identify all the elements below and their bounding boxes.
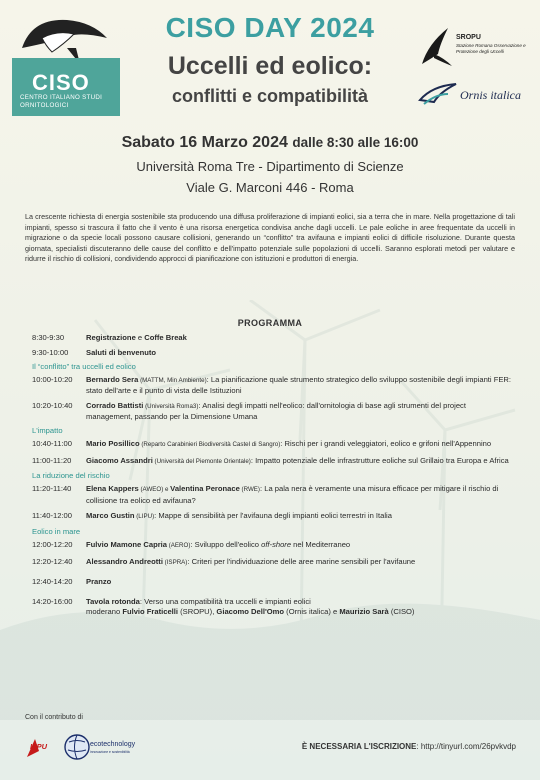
item-time: 8:30-9:30 [32, 333, 65, 342]
event-subtitle-2: conflitti e compatibilità [171, 86, 368, 106]
section-heading: L'impatto [32, 426, 63, 436]
ecotechnology-name: ecotechnology [90, 741, 136, 748]
program-item [32, 401, 512, 423]
sponsors-label: Con il contributo di [25, 714, 83, 721]
ecotechnology-tagline: innovazione e sostenibilità [90, 750, 130, 754]
intro-paragraph: La crescente richiesta di energia sostenibile sta producendo una diffusa proliferazione di impianti eolici, sia a terra che in mare. Nella progettazione di tali impianti, spesso si trascura il fatto che il vento è una risorsa energetica condivisa anche dagli uccelli. Le pale eoliche in aree frequentate da uccelli in migrazione o da specie locali possono causare collisioni, generando un “conflitto” tra avifauna e impianti eolici di difficile risoluzione. Durante questa giornata, specialisti discuteranno delle cause del conflitto e dell'impatto potenziale sulle popolazioni di uccelli. Saranno esplorati metodi per valutare e ridurre il rischio di collisioni, condividendo approcci di pianificazione con istituzioni e produttori di energia. [25, 212, 515, 264]
lipu-logo [25, 737, 59, 759]
event-datetime [0, 134, 540, 152]
item-content: Tavola rotonda: Verso una compatibilità tra uccelli e impianti eolici moderano Fulvio Fraticelli (SROPU), Giacomo Dell'Omo (Ornis italica) e Maurizio Sarà (CISO) [86, 596, 415, 617]
program-item [32, 484, 512, 506]
sropu-fullname: Stazione Romana Osservazione e Protezione degli Uccelli [456, 43, 526, 54]
ecotechnology-logo [64, 730, 142, 766]
item-content: Marco Gustin (LIPU): Mappe di sensibilità per l'avifauna degli impianti eolici terrestri in Italia [86, 511, 392, 521]
item-time: 12:20-12:40 [32, 556, 73, 566]
item-time: 11:00-11:20 [32, 455, 72, 465]
ciso-logo-subtitle: CENTRO ITALIANO STUDI ORNITOLOGICI [20, 94, 103, 109]
item-content: Elena Kappers (AWEO) e Valentina Peronace (RWE): La pala nera è veramente una misura efficace per mitigare il rischio di collisione tra eolico ed avifauna? [86, 484, 499, 505]
event-venue: Università Roma Tre - Dipartimento di Scienze [136, 159, 404, 174]
registration-link[interactable]: : http://tinyurl.com/26pvkvdp [416, 742, 516, 751]
sropu-name: SROPU [456, 34, 481, 41]
program-item [32, 439, 512, 450]
registration-label: È NECESSARIA L'ISCRIZIONE [301, 742, 417, 751]
program-item [32, 375, 512, 397]
item-content: Bernardo Sera (MATTM, Min Ambiente): La pianificazione quale strumento strategico dello sviluppo sostenibile degli impianti FER: stato dell'arte e il punto di vista delle Istituzioni [86, 374, 511, 396]
program-item [32, 540, 512, 551]
program-item [32, 348, 512, 358]
item-content: Registrazione e Coffe Break [86, 333, 187, 342]
item-time: 9:30-10:00 [32, 348, 69, 358]
globe-icon [64, 730, 90, 764]
item-content: Fulvio Mamone Capria (AERO): Sviluppo dell'eolico off-shore nel Mediterraneo [86, 540, 351, 550]
program-item [32, 557, 512, 568]
section-heading: Eolico in mare [32, 527, 81, 537]
item-content: Pranzo [86, 577, 112, 587]
item-content: Saluti di benvenuto [86, 348, 157, 358]
item-content: Alessandro Andreotti (ISPRA): Criteri per l'individuazione delle aree marine sensibili per l'avifaune [86, 556, 416, 566]
section-heading: Il “conflitto” tra uccelli ed eolico [32, 361, 136, 371]
item-time: 12:00-12:20 [32, 540, 73, 550]
item-content: Giacomo Assandri (Università del Piemonte Orientale): Impatto potenziale delle infrastrutture eoliche sul Grillaio tra Europa e Africa [86, 455, 509, 465]
swallow-icon [418, 24, 454, 68]
program-title: PROGRAMMA [237, 318, 303, 328]
ciso-logo [12, 8, 120, 116]
ornis-italica-name: Ornis italica [460, 88, 522, 102]
event-subtitle: Uccelli ed eolico: [167, 52, 373, 80]
program-item [32, 456, 512, 467]
section-heading: La riduzione del rischio [32, 471, 110, 481]
item-time: 14:20-16:00 [32, 596, 73, 606]
item-time: 10:40-11:00 [32, 439, 72, 449]
item-content: Mario Posillico (Reparto Carabinieri Biodiversità Castel di Sangro): Rischi per i grandi veleggiatori, eolico e grifoni nell'Appennino [86, 439, 492, 449]
event-title: CISO DAY 2024 [165, 12, 375, 43]
item-time: 10:00-10:20 [32, 374, 73, 384]
registration-note [302, 742, 516, 751]
program-item [32, 577, 512, 587]
lipu-name: LIPU [30, 742, 48, 751]
program-item [32, 597, 512, 618]
ornis-italica-logo [418, 80, 536, 110]
item-time: 10:20-10:40 [32, 400, 73, 410]
item-content: Corrado Battisti (Università Roma3): Analisi degli impatti nell'eolico: dall'ornitologia di base agli strumenti del project management, passando per la Dimensione Umana [86, 400, 466, 422]
item-time: 12:40-14:20 [32, 577, 73, 587]
ciso-logo-word: CISO [32, 70, 90, 95]
item-time: 11:20-11:40 [32, 484, 72, 494]
program-item [32, 333, 512, 343]
sropu-logo [418, 24, 536, 74]
event-hours: dalle 8:30 alle 16:00 [292, 135, 419, 150]
event-address: Viale G. Marconi 446 - Roma [186, 180, 354, 195]
event-date: Sabato 16 Marzo 2024 [121, 134, 288, 151]
program-list [32, 333, 512, 618]
item-time: 11:40-12:00 [32, 511, 72, 521]
ornis-bird-icon [418, 80, 458, 108]
program-item [32, 511, 512, 522]
